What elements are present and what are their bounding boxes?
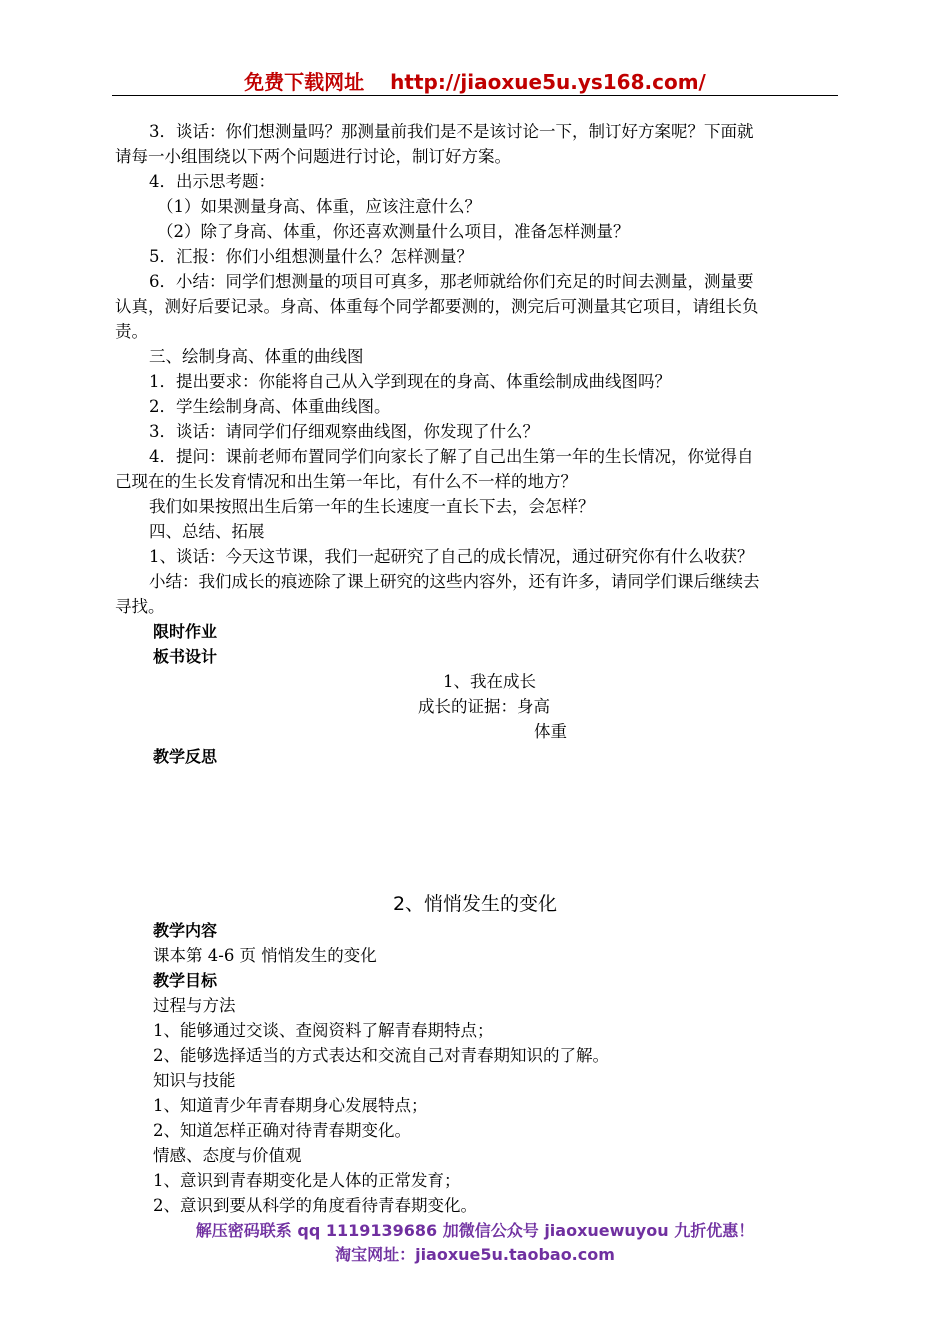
paragraph-line: 过程与方法	[153, 996, 236, 1015]
board-line: 成长的证据：身高	[418, 697, 550, 716]
paragraph-line: 4．提问：课前老师布置同学们向家长了解了自己出生第一年的生长情况，你觉得自	[149, 447, 754, 466]
paragraph-line: 我们如果按照出生后第一年的生长速度一直长下去，会怎样？	[149, 497, 595, 516]
paragraph-line: 2、意识到要从科学的角度看待青春期变化。	[153, 1196, 477, 1215]
paragraph-line: 2、知道怎样正确对待青春期变化。	[153, 1121, 411, 1140]
paragraph-line: 知识与技能	[153, 1071, 236, 1090]
paragraph-line: 2．学生绘制身高、体重曲线图。	[149, 397, 391, 416]
header-rule	[112, 95, 838, 96]
content-heading: 教学内容	[153, 921, 218, 940]
paragraph-line: 1、意识到青春期变化是人体的正常发育；	[153, 1171, 461, 1190]
paragraph-line: 6．小结：同学们想测量的项目可真多，那老师就给你们充足的时间去测量，测量要	[149, 272, 754, 291]
paragraph-line: 3．谈话：请同学们仔细观察曲线图，你发现了什么？	[149, 422, 539, 441]
paragraph-line: 己现在的生长发育情况和出生第一年比，有什么不一样的地方？	[115, 472, 577, 491]
section-heading: 四、总结、拓展	[149, 522, 265, 541]
page-header	[0, 66, 950, 95]
board-line: 1、我在成长	[443, 672, 536, 691]
paragraph-line: （1）如果测量身高、体重，应该注意什么？	[157, 197, 481, 216]
paragraph-line: 1、知道青少年青春期身心发展特点；	[153, 1096, 428, 1115]
paragraph-line: 课本第 4-6 页 悄悄发生的变化	[153, 946, 377, 965]
header-label: 免费下载网址	[244, 70, 365, 94]
paragraph-line: 认真，测好后要记录。身高、体重每个同学都要测的，测完后可测量其它项目，请组长负	[115, 297, 759, 316]
goals-heading: 教学目标	[153, 971, 218, 990]
paragraph-line: 1．提出要求：你能将自己从入学到现在的身高、体重绘制成曲线图吗？	[149, 372, 671, 391]
section-title: 2、悄悄发生的变化	[392, 893, 558, 915]
paragraph-line: 小结：我们成长的痕迹除了课上研究的这些内容外，还有许多，请同学们课后继续去	[149, 572, 760, 591]
paragraph-line: 3．谈话：你们想测量吗？那测量前我们是不是该讨论一下，制订好方案呢？下面就	[149, 122, 754, 141]
paragraph-line: 责。	[115, 322, 148, 341]
paragraph-line: 情感、态度与价值观	[153, 1146, 302, 1165]
header-url[interactable]: http://jiaoxue5u.ys168.com/	[390, 70, 706, 94]
section-heading: 三、绘制身高、体重的曲线图	[149, 347, 364, 366]
board-heading: 板书设计	[153, 647, 218, 666]
reflection-heading: 教学反思	[153, 747, 218, 766]
paragraph-line: 寻找。	[115, 597, 165, 616]
paragraph-line: 请每一小组围绕以下两个问题进行讨论，制订好方案。	[115, 147, 511, 166]
paragraph-line: 1、能够通过交谈、查阅资料了解青春期特点；	[153, 1021, 494, 1040]
paragraph-line: 4．出示思考题：	[149, 172, 275, 191]
paragraph-line: 5．汇报：你们小组想测量什么？怎样测量？	[149, 247, 473, 266]
paragraph-line: （2）除了身高、体重，你还喜欢测量什么项目，准备怎样测量？	[157, 222, 630, 241]
footer-line-1: 解压密码联系 qq 1119139686 加微信公众号 jiaoxuewuyou 九折优惠！	[195, 1221, 755, 1240]
paragraph-line: 2、能够选择适当的方式表达和交流自己对青春期知识的了解。	[153, 1046, 609, 1065]
paragraph-line: 1、谈话：今天这节课，我们一起研究了自己的成长情况，通过研究你有什么收获？	[149, 547, 754, 566]
board-line: 体重	[534, 722, 567, 741]
footer-line-2[interactable]: 淘宝网址：jiaoxue5u.taobao.com	[335, 1245, 615, 1264]
homework-heading: 限时作业	[153, 622, 218, 641]
